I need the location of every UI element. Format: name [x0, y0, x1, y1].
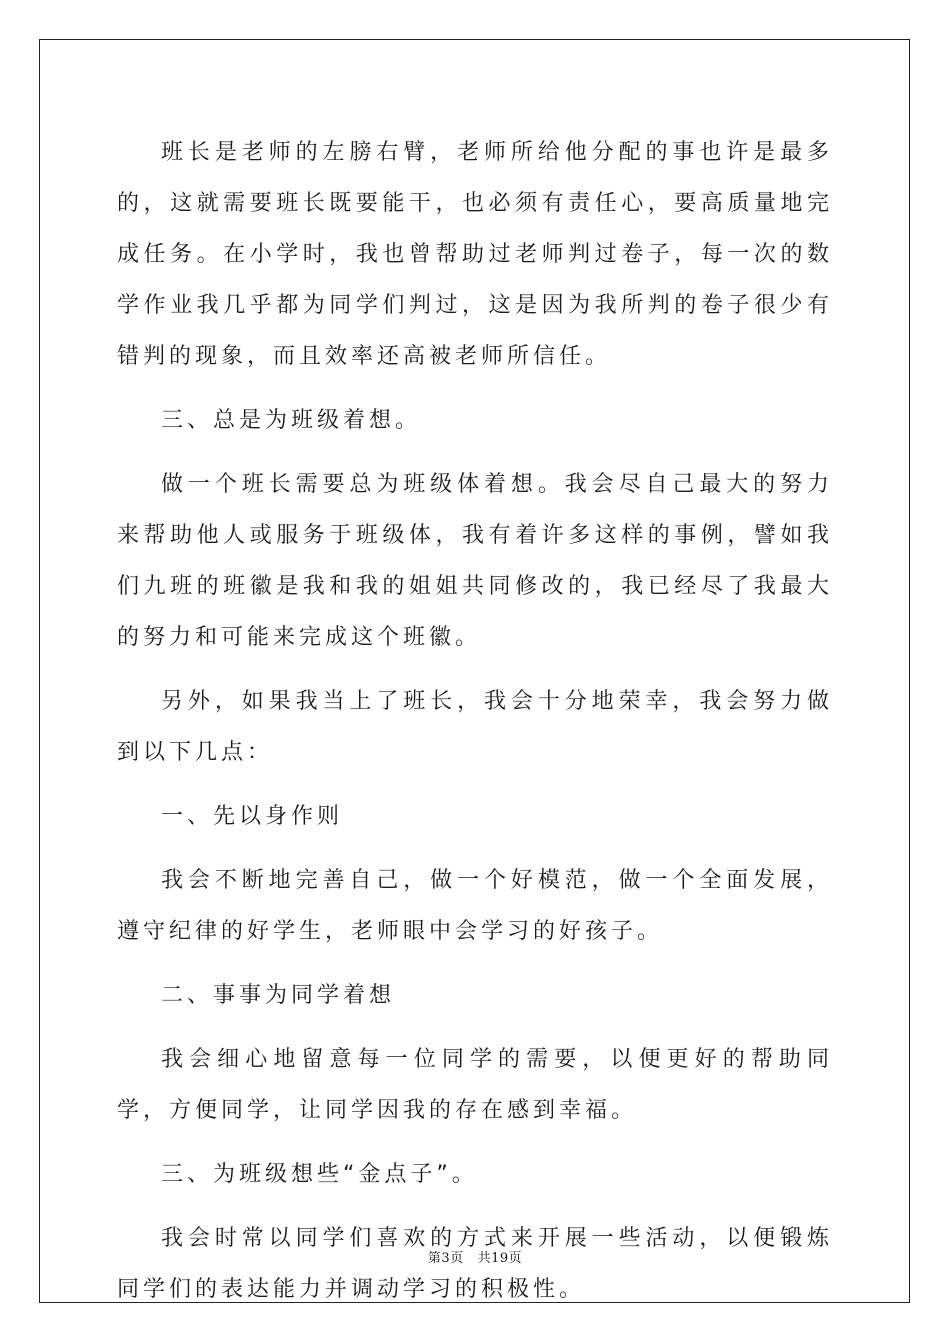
page-total: 共19页 — [477, 1251, 523, 1266]
paragraph: 班长是老师的左膀右臂，老师所给他分配的事也许是最多的，这就需要班长既要能干，也必须有责任心，要高质量地完成任务。在小学时，我也曾帮助过老师判过卷子，每一次的数学作业我几乎都为同学们判过，这是因为我所判的卷子很少有错判的现象，而且效率还高被老师所信任。 — [117, 140, 833, 369]
document-body — [117, 127, 833, 1328]
paragraph: 我会时常以同学们喜欢的方式来开展一些活动，以便锻炼同学们的表达能力并调动学习的积极性。 — [117, 1226, 833, 1302]
section-heading: 三、总是为班级着想。 — [161, 408, 422, 433]
paragraph: 我会细心地留意每一位同学的需要，以便更好的帮助同学，方便同学，让同学因我的存在感到幸福。 — [117, 1047, 833, 1123]
page-number: 第3页 — [427, 1251, 464, 1266]
section-heading: 一、先以身作则 — [161, 804, 344, 829]
paragraph: 我会不断地完善自己，做一个好模范，做一个全面发展，遵守纪律的好学生，老师眼中会学习的好孩子。 — [117, 868, 833, 944]
paragraph: 另外，如果我当上了班长，我会十分地荣幸，我会努力做到以下几点： — [117, 689, 833, 765]
paragraph: 做一个班长需要总为班级体着想。我会尽自己最大的努力来帮助他人或服务于班级体，我有着许多这样的事例，譬如我们九班的班徽是我和我的姐姐共同修改的，我已经尽了我最大的努力和可能来完成这个班徽。 — [117, 472, 833, 650]
section-heading: 二、事事为同学着想 — [161, 983, 396, 1008]
page-footer — [0, 1247, 950, 1266]
section-heading: 三、为班级想些“金点子”。 — [161, 1162, 478, 1187]
